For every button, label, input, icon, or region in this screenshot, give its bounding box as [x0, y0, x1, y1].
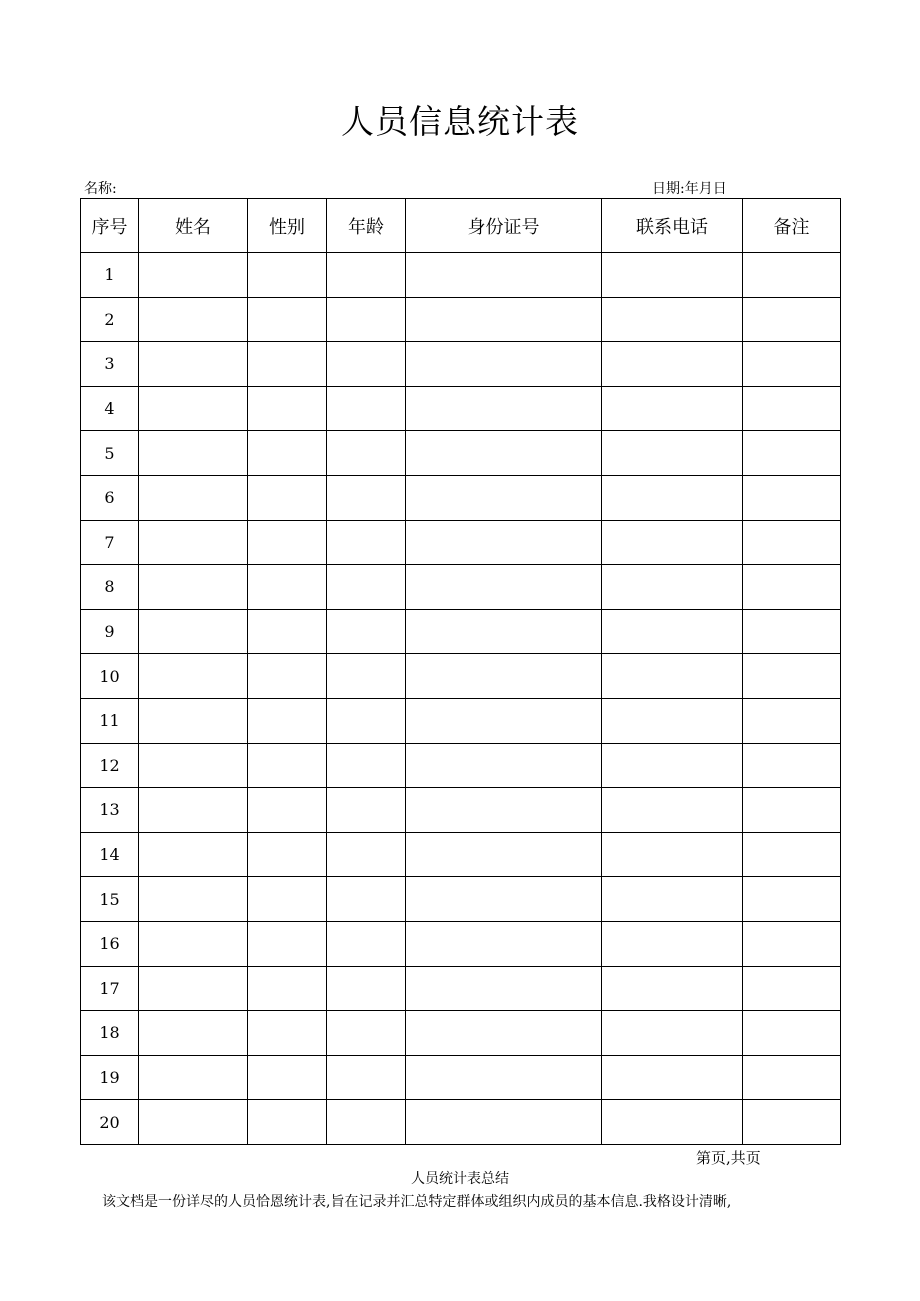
cell-index: 4	[81, 386, 139, 431]
cell-notes[interactable]	[743, 1011, 841, 1056]
cell-age[interactable]	[327, 877, 406, 922]
cell-id-number[interactable]	[406, 1011, 602, 1056]
cell-gender[interactable]	[248, 698, 327, 743]
cell-id-number[interactable]	[406, 832, 602, 877]
cell-id-number[interactable]	[406, 1055, 602, 1100]
cell-id-number[interactable]	[406, 966, 602, 1011]
cell-index: 14	[81, 832, 139, 877]
header-phone: 联系电话	[602, 199, 743, 253]
cell-age[interactable]	[327, 1055, 406, 1100]
table-row	[81, 877, 841, 922]
cell-age[interactable]	[327, 788, 406, 833]
cell-age[interactable]	[327, 342, 406, 387]
table-row	[81, 386, 841, 431]
table-body	[81, 253, 841, 1145]
cell-age[interactable]	[327, 253, 406, 298]
cell-name[interactable]	[139, 565, 248, 610]
cell-index: 18	[81, 1011, 139, 1056]
cell-name[interactable]	[139, 253, 248, 298]
cell-gender[interactable]	[248, 877, 327, 922]
cell-name[interactable]	[139, 1100, 248, 1145]
cell-index: 16	[81, 921, 139, 966]
cell-gender[interactable]	[248, 431, 327, 476]
cell-name[interactable]	[139, 654, 248, 699]
header-notes: 备注	[743, 199, 841, 253]
page-info: 第页,共页	[696, 1149, 761, 1167]
cell-notes[interactable]	[743, 877, 841, 922]
cell-name[interactable]	[139, 342, 248, 387]
cell-phone[interactable]	[602, 1011, 743, 1056]
cell-id-number[interactable]	[406, 788, 602, 833]
table-row	[81, 520, 841, 565]
summary-title: 人员统计表总结	[411, 1171, 509, 1187]
cell-name[interactable]	[139, 743, 248, 788]
cell-age[interactable]	[327, 297, 406, 342]
table-row	[81, 565, 841, 610]
cell-index: 11	[81, 698, 139, 743]
cell-age[interactable]	[327, 475, 406, 520]
cell-gender[interactable]	[248, 966, 327, 1011]
cell-phone[interactable]	[602, 253, 743, 298]
cell-name[interactable]	[139, 520, 248, 565]
name-label: 名称:	[84, 181, 117, 197]
cell-name[interactable]	[139, 386, 248, 431]
cell-phone[interactable]	[602, 832, 743, 877]
cell-name[interactable]	[139, 921, 248, 966]
cell-phone[interactable]	[602, 654, 743, 699]
cell-phone[interactable]	[602, 921, 743, 966]
table-row	[81, 431, 841, 476]
cell-notes[interactable]	[743, 565, 841, 610]
cell-age[interactable]	[327, 743, 406, 788]
cell-index: 7	[81, 520, 139, 565]
header-age: 年龄	[327, 199, 406, 253]
table-row	[81, 698, 841, 743]
cell-gender[interactable]	[248, 1100, 327, 1145]
cell-name[interactable]	[139, 475, 248, 520]
cell-notes[interactable]	[743, 297, 841, 342]
cell-index: 19	[81, 1055, 139, 1100]
cell-notes[interactable]	[743, 743, 841, 788]
table-row	[81, 788, 841, 833]
cell-phone[interactable]	[602, 386, 743, 431]
cell-index: 2	[81, 297, 139, 342]
cell-index: 15	[81, 877, 139, 922]
cell-notes[interactable]	[743, 654, 841, 699]
cell-name[interactable]	[139, 966, 248, 1011]
cell-id-number[interactable]	[406, 877, 602, 922]
cell-gender[interactable]	[248, 520, 327, 565]
cell-age[interactable]	[327, 520, 406, 565]
cell-age[interactable]	[327, 609, 406, 654]
table-row	[81, 1100, 841, 1145]
cell-name[interactable]	[139, 297, 248, 342]
cell-id-number[interactable]	[406, 743, 602, 788]
cell-notes[interactable]	[743, 431, 841, 476]
cell-gender[interactable]	[248, 475, 327, 520]
cell-age[interactable]	[327, 565, 406, 610]
cell-notes[interactable]	[743, 609, 841, 654]
cell-notes[interactable]	[743, 921, 841, 966]
cell-name[interactable]	[139, 698, 248, 743]
cell-notes[interactable]	[743, 342, 841, 387]
cell-gender[interactable]	[248, 609, 327, 654]
cell-age[interactable]	[327, 1011, 406, 1056]
cell-notes[interactable]	[743, 386, 841, 431]
cell-id-number[interactable]	[406, 520, 602, 565]
cell-phone[interactable]	[602, 698, 743, 743]
cell-notes[interactable]	[743, 253, 841, 298]
cell-phone[interactable]	[602, 743, 743, 788]
cell-gender[interactable]	[248, 654, 327, 699]
cell-name[interactable]	[139, 431, 248, 476]
cell-phone[interactable]	[602, 520, 743, 565]
header-index: 序号	[81, 199, 139, 253]
cell-phone[interactable]	[602, 475, 743, 520]
cell-id-number[interactable]	[406, 386, 602, 431]
cell-name[interactable]	[139, 1055, 248, 1100]
cell-name[interactable]	[139, 832, 248, 877]
table-row	[81, 832, 841, 877]
cell-name[interactable]	[139, 1011, 248, 1056]
cell-id-number[interactable]	[406, 431, 602, 476]
cell-index: 8	[81, 565, 139, 610]
cell-id-number[interactable]	[406, 565, 602, 610]
cell-age[interactable]	[327, 832, 406, 877]
cell-phone[interactable]	[602, 431, 743, 476]
cell-id-number[interactable]	[406, 253, 602, 298]
table-row	[81, 966, 841, 1011]
cell-notes[interactable]	[743, 520, 841, 565]
table-row	[81, 297, 841, 342]
table-row	[81, 1011, 841, 1056]
cell-phone[interactable]	[602, 565, 743, 610]
cell-age[interactable]	[327, 1100, 406, 1145]
cell-phone[interactable]	[602, 609, 743, 654]
cell-notes[interactable]	[743, 1055, 841, 1100]
table-header-row	[81, 199, 841, 253]
cell-age[interactable]	[327, 431, 406, 476]
cell-index: 12	[81, 743, 139, 788]
cell-id-number[interactable]	[406, 475, 602, 520]
cell-name[interactable]	[139, 609, 248, 654]
header-id-number: 身份证号	[406, 199, 602, 253]
table-row	[81, 475, 841, 520]
table-row	[81, 253, 841, 298]
cell-notes[interactable]	[743, 832, 841, 877]
cell-index: 20	[81, 1100, 139, 1145]
header-gender: 性别	[248, 199, 327, 253]
cell-phone[interactable]	[602, 877, 743, 922]
table-row	[81, 342, 841, 387]
personnel-table	[80, 198, 841, 1145]
date-label: 日期:年月日	[652, 181, 727, 197]
cell-notes[interactable]	[743, 788, 841, 833]
cell-gender[interactable]	[248, 565, 327, 610]
header-name: 姓名	[139, 199, 248, 253]
cell-phone[interactable]	[602, 1055, 743, 1100]
cell-gender[interactable]	[248, 788, 327, 833]
cell-name[interactable]	[139, 788, 248, 833]
table-row	[81, 921, 841, 966]
cell-index: 6	[81, 475, 139, 520]
cell-id-number[interactable]	[406, 654, 602, 699]
cell-id-number[interactable]	[406, 698, 602, 743]
cell-index: 3	[81, 342, 139, 387]
cell-id-number[interactable]	[406, 342, 602, 387]
table-row	[81, 609, 841, 654]
cell-gender[interactable]	[248, 832, 327, 877]
cell-age[interactable]	[327, 654, 406, 699]
document-title: 人员信息统计表	[341, 102, 579, 141]
cell-index: 5	[81, 431, 139, 476]
cell-gender[interactable]	[248, 253, 327, 298]
cell-index: 17	[81, 966, 139, 1011]
cell-age[interactable]	[327, 386, 406, 431]
table-row	[81, 654, 841, 699]
cell-gender[interactable]	[248, 1011, 327, 1056]
cell-id-number[interactable]	[406, 1100, 602, 1145]
cell-age[interactable]	[327, 966, 406, 1011]
cell-id-number[interactable]	[406, 297, 602, 342]
cell-phone[interactable]	[602, 342, 743, 387]
cell-index: 10	[81, 654, 139, 699]
cell-phone[interactable]	[602, 966, 743, 1011]
cell-notes[interactable]	[743, 966, 841, 1011]
cell-gender[interactable]	[248, 1055, 327, 1100]
cell-notes[interactable]	[743, 698, 841, 743]
cell-notes[interactable]	[743, 475, 841, 520]
table-row	[81, 743, 841, 788]
cell-gender[interactable]	[248, 921, 327, 966]
cell-index: 9	[81, 609, 139, 654]
cell-phone[interactable]	[602, 1100, 743, 1145]
cell-phone[interactable]	[602, 788, 743, 833]
cell-name[interactable]	[139, 877, 248, 922]
table-row	[81, 1055, 841, 1100]
cell-phone[interactable]	[602, 297, 743, 342]
cell-gender[interactable]	[248, 297, 327, 342]
cell-notes[interactable]	[743, 1100, 841, 1145]
cell-id-number[interactable]	[406, 921, 602, 966]
summary-text: 该文档是一份详尽的人员恰恩统计表,旨在记录并汇总特定群体或组织内成员的基本信息.我格设计清晰,	[102, 1194, 732, 1210]
cell-index: 13	[81, 788, 139, 833]
cell-id-number[interactable]	[406, 609, 602, 654]
cell-age[interactable]	[327, 921, 406, 966]
cell-gender[interactable]	[248, 743, 327, 788]
cell-index: 1	[81, 253, 139, 298]
cell-age[interactable]	[327, 698, 406, 743]
cell-gender[interactable]	[248, 386, 327, 431]
cell-gender[interactable]	[248, 342, 327, 387]
